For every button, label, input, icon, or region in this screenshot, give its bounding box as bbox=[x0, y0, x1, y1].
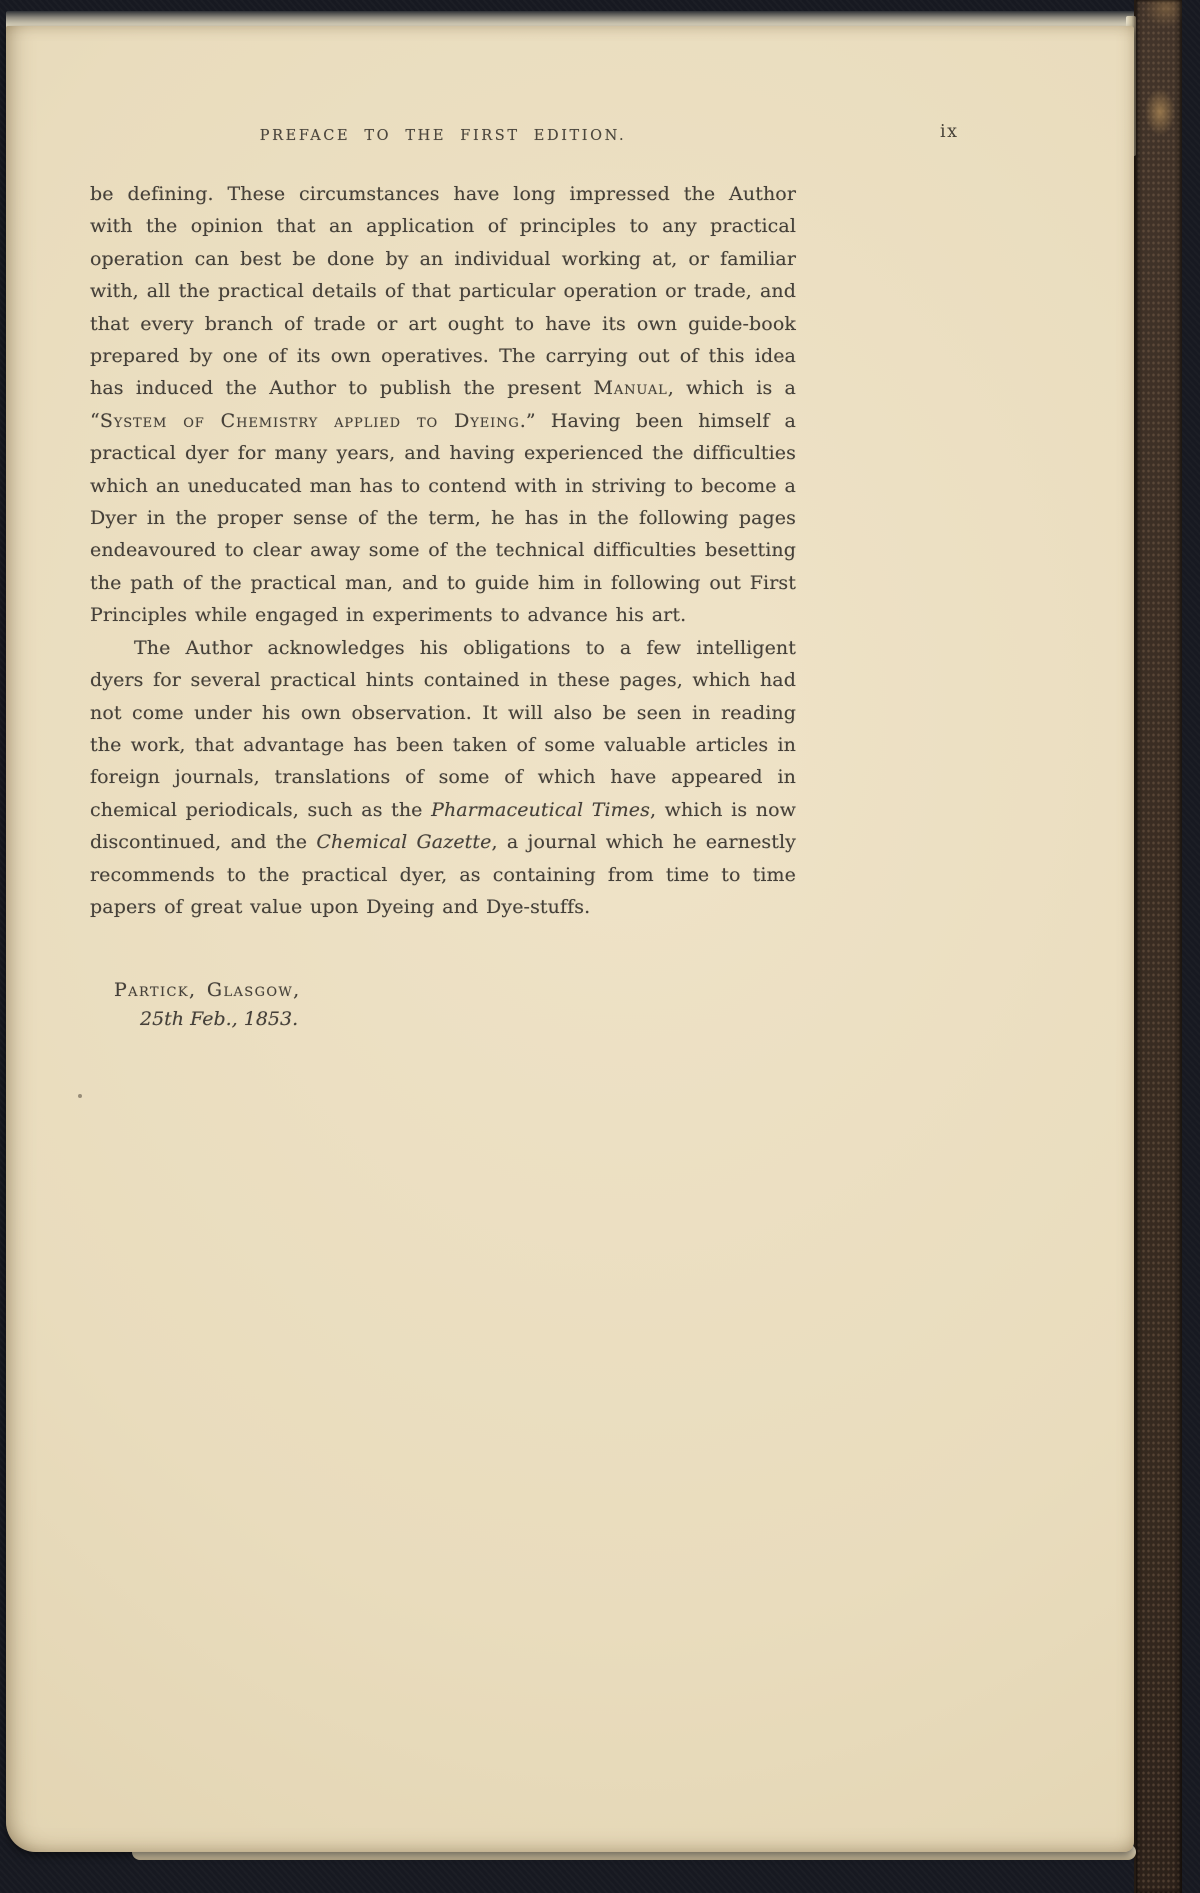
paragraph bbox=[90, 632, 796, 924]
text-run: be defining. These circumstances have long impressed the Author with the opinion that an application of principles to any practical operation can best be done by an individual working at, or familiar with, all the practical details of that particular operation or trade, and that every branch of trade or art ought to have its own guide-book prepared by one of its own operatives. The carrying out of this idea has induced the Author to publish the present bbox=[90, 183, 796, 400]
running-header-title: PREFACE TO THE FIRST EDITION. bbox=[259, 128, 627, 144]
text-run: , which is a “ bbox=[90, 377, 796, 432]
text-smallcaps: System of Chemistry applied to Dyeing bbox=[99, 409, 520, 432]
signature-date: 25th Feb., 1853. bbox=[140, 1008, 299, 1031]
text-run: .” Having been himself a practical dyer for many years, and having experienced the difficulties which an uneducated man has to contend with in striving to become a Dyer in the proper sense of the term, he has in the following pages endeavoured to clear away some of the technical difficulties besetting the path of the practical man, and to guide him in following out First Principles while engaged in experiments to advance his art. bbox=[90, 409, 796, 627]
page-number: ix bbox=[940, 122, 959, 142]
text-italic: Chemical Gazette bbox=[316, 831, 492, 854]
ink-speck bbox=[78, 1094, 82, 1098]
text-smallcaps: Manual bbox=[593, 377, 668, 400]
signature-block bbox=[90, 979, 796, 1030]
paragraph bbox=[90, 178, 796, 632]
text-italic: Pharmaceutical Times bbox=[431, 798, 650, 821]
page-content bbox=[90, 26, 959, 1031]
text-run: , a journal which he earnestly recommends to the practical dyer, as containing from time to time papers of great value upon Dyeing and Dye-stuffs. bbox=[90, 831, 797, 918]
book-cover-leather-edge bbox=[1134, 0, 1182, 1893]
text-run: The Author acknowledges his obligations to a few intelligent dyers for several practical hints contained in these pages, which had not come under his own observation. It will also be seen in reading the work, that advantage has been taken of some valuable articles in foreign journals, translations of some of which have appeared in chemical periodicals, such as the bbox=[90, 636, 796, 821]
text-run: , which is now discontinued, and the bbox=[90, 798, 796, 854]
page-header bbox=[90, 122, 959, 152]
book-page bbox=[6, 26, 1134, 1852]
signature-place: Partick, Glasgow, bbox=[114, 979, 301, 1002]
preface-text bbox=[90, 178, 796, 923]
